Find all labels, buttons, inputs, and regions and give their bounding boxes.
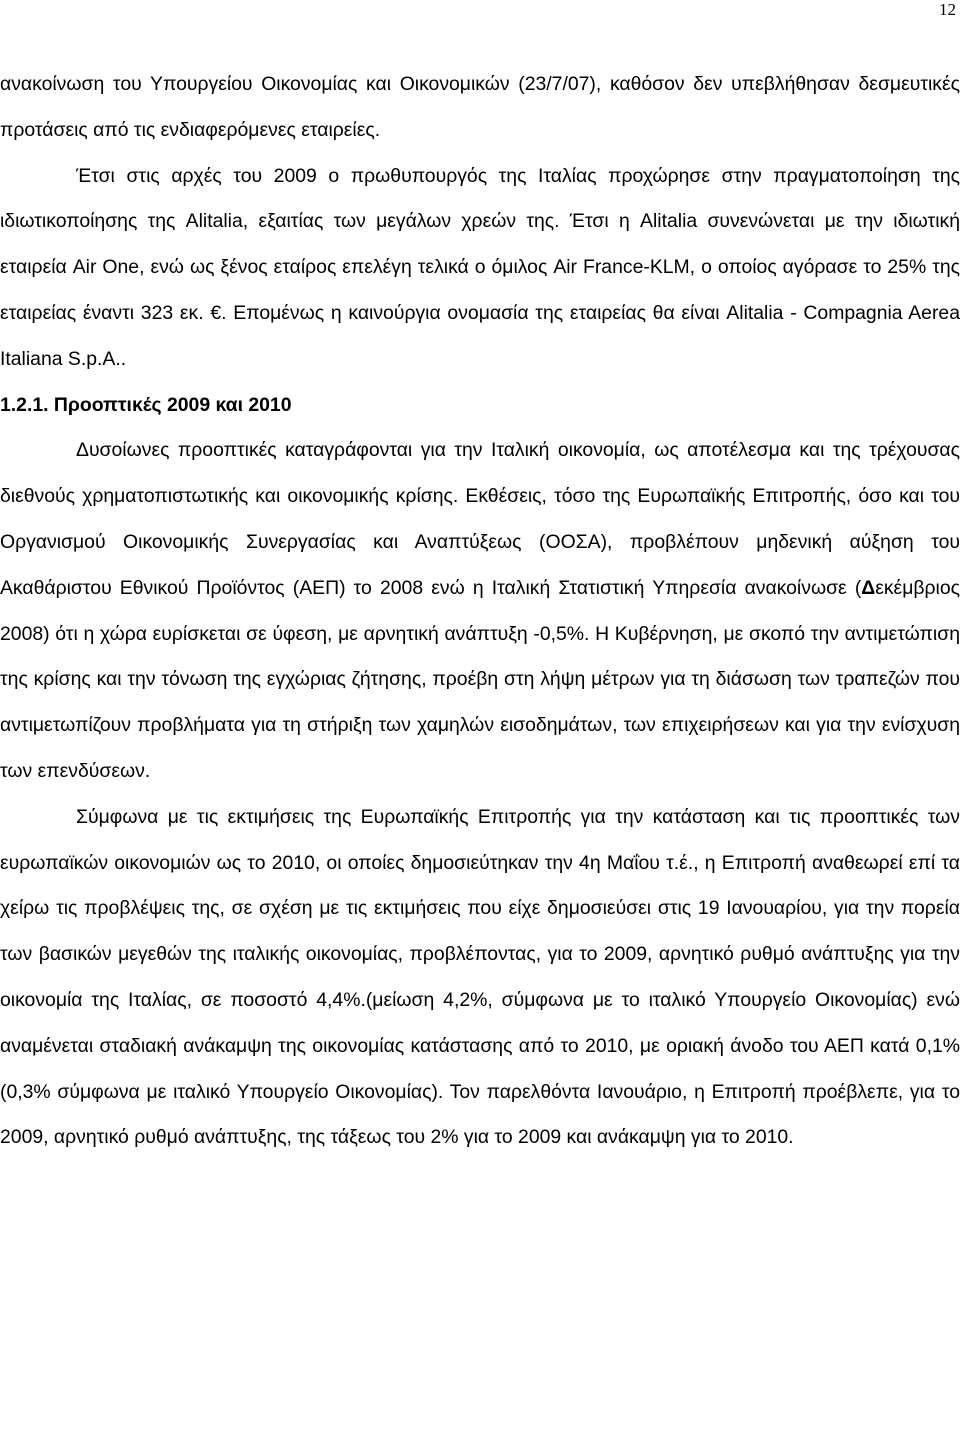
paragraph-3-bold: Δ [861,576,876,599]
paragraph-1: ανακοίνωση του Υπουργείου Οικονομίας και Οικονομικών (23/7/07), καθόσον δεν υπεβλήθησαν δεσμευτικές προτάσεις από τις ενδιαφερόμενες εταιρείες. [0,73,960,141]
paragraph-2: Έτσι στις αρχές του 2009 ο πρωθυπουργός της Ιταλίας προχώρησε στην πραγματοποίηση της ιδιωτικοποίησης της Alitalia, εξαιτίας των μεγάλων χρεών της. Έτσι η Alitalia συνενώνεται με την ιδιωτική εταιρεία Air One, ενώ ως ξένος εταίρος επελέγη τελικά ο όμιλος Air France-KLM, ο οποίος αγόρασε το 25% της εταιρείας έναντι 323 εκ. €. Επομένως η καινούργια ονομασία της εταιρείας θα είναι Alitalia - Compagnia Aerea Italiana S.p.A.. [0,164,960,370]
paragraph-3-start: Δυσοίωνες προοπτικές καταγράφονται για την Ιταλική οικονομία, ως αποτέλεσμα και της τρέχουσας διεθνούς χρηματοπιστωτικής και οικονομικής κρίσης. Εκθέσεις, τόσο της Ευρωπαϊκής Επιτροπής, όσο και του Οργανισμού Οικονομικής Συνεργασίας και Αναπτύξεως (ΟΟΣΑ), προβλέπουν μηδενική αύξηση του Ακαθάριστου Εθνικού Προϊόντος (ΑΕΠ) το 2008 ενώ η Ιταλική Στατιστική Υπηρεσία ανακοίνωσε ( [0,439,960,599]
paragraph-4: Σύμφωνα με τις εκτιμήσεις της Ευρωπαϊκής Επιτροπής για την κατάσταση και τις προοπτικές των ευρωπαϊκών οικονομιών ως το 2010, οι οποίες δημοσιεύτηκαν την 4η Μαΐου τ.έ., η Επιτροπή αναθεωρεί επί τα χείρω τις προβλέψεις της, σε σχέση με τις εκτιμήσεις που είχε δημοσιεύσει στις 19 Ιανουαρίου, για την πορεία των βασικών μεγεθών της ιταλικής οικονομίας, προβλέποντας, για το 2009, αρνητικό ρυθμό ανάπτυξης για την οικονομία της Ιταλίας, σε ποσοστό 4,4%.(μείωση 4,2%, σύμφωνα με το ιταλικό Υπουργείο Οικονομίας) ενώ αναμένεται σταδιακή ανάκαμψη της οικονομίας κατάστασης από το 2010, με οριακή άνοδο του ΑΕΠ κατά 0,1% (0,3% σύμφωνα με ιταλικό Υπουργείο Οικονομίας). Τον παρελθόντα Ιανουάριο, η Επιτροπή προέβλεπε, για το 2009, αρνητικό ρυθμό ανάπτυξης, της τάξεως του 2% για το 2009 και ανάκαμψη για το 2010. [0,805,960,1149]
paragraph-3-end: εκέμβριος 2008) ότι η χώρα ευρίσκεται σε ύφεση, με αρνητική ανάπτυξη -0,5%. Η Κυβέρνηση, με σκοπό την αντιμετώπιση της κρίσης και την τόνωση της εγχώριας ζήτησης, προέβη στη λήψη μέτρων για τη διάσωση των τραπεζών που αντιμετωπίζουν προβλήματα για τη στήριξη των χαμηλών εισοδημάτων, των επιχειρήσεων και για την ενίσχυση των επενδύσεων. [0,576,960,782]
section-heading: 1.2.1. Προοπτικές 2009 και 2010 [0,393,292,416]
page-number: 12 [939,0,956,19]
paragraph-3 [0,428,960,794]
document-body [0,62,960,1161]
